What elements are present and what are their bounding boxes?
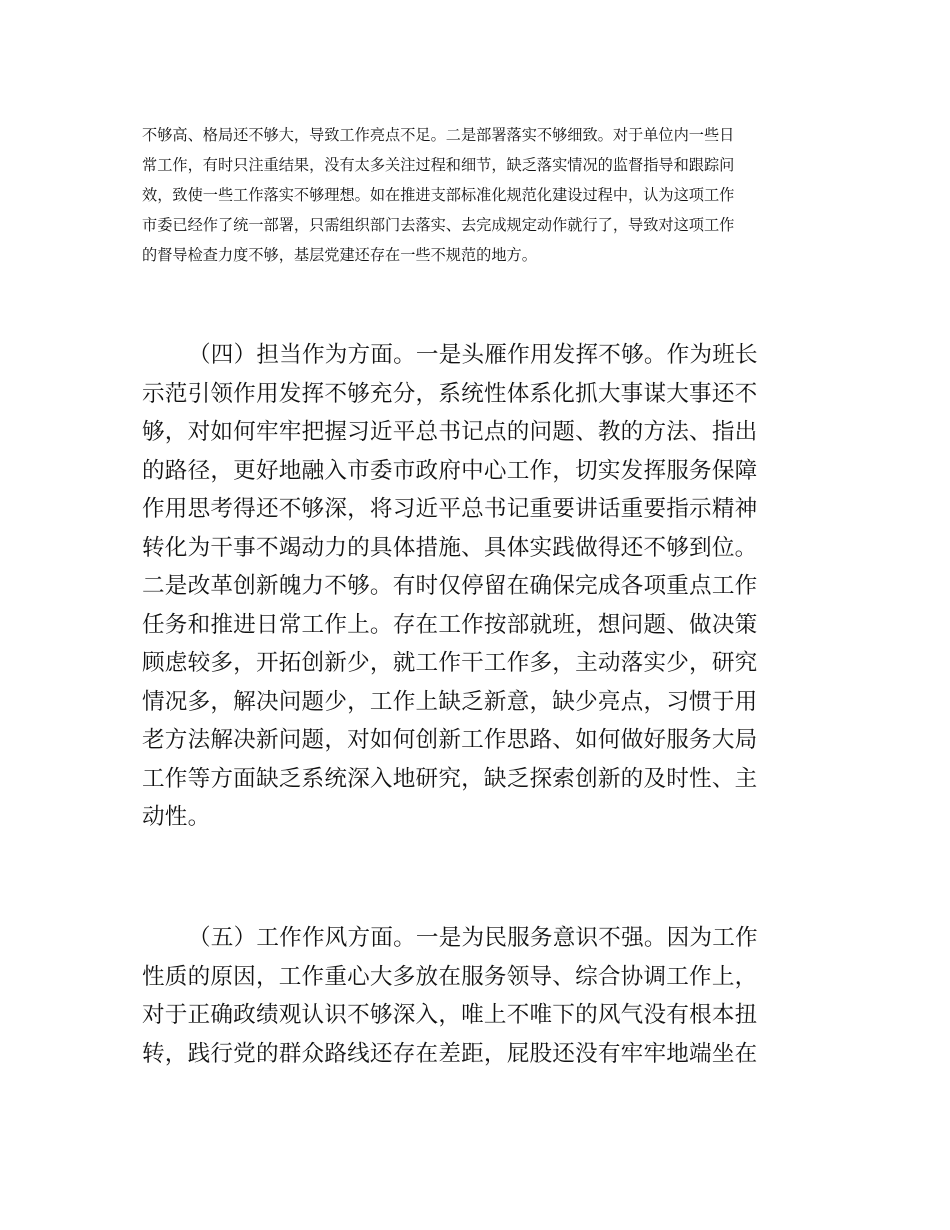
text-line: 工作等方面缺乏系统深入地研究，缺乏探索创新的及时性、主: [142, 765, 758, 792]
text-line: 对于正确政绩观认识不够深入，唯上不唯下的风气没有根本扭: [142, 1002, 758, 1028]
text-line: 示范引领作用发挥不够充分，系统性体系化抓大事谋大事还不: [142, 380, 758, 407]
text-line: 作用思考得还不够深，将习近平总书记重要讲话重要指示精神: [142, 496, 758, 522]
paragraph-first-line: （四）担当作为方面。一是头雁作用发挥不够。作为班长: [188, 342, 758, 368]
text-line: 顾虑较多，开拓创新少，就工作干工作多，主动落实少，研究: [142, 650, 758, 676]
text-line: 不够高、格局还不够大，导致工作亮点不足。二是部署落实不够细致。对于单位内一些日: [142, 126, 735, 144]
text-line: 动性。: [142, 804, 211, 830]
text-line: 情况多，解决问题少，工作上缺乏新意，缺少亮点，习惯于用: [142, 688, 758, 715]
paragraph-first-line: （五）工作作风方面。一是为民服务意识不强。因为工作: [188, 925, 758, 951]
text-line: 转化为干事不竭动力的具体措施、具体实践做得还不够到位。: [142, 534, 758, 561]
text-line: 的督导检查力度不够，基层党建还存在一些不规范的地方。: [142, 246, 537, 264]
text-line: 老方法解决新问题，对如何创新工作思路、如何做好服务大局: [142, 727, 758, 753]
text-line: 任务和推进日常工作上。存在工作按部就班，想问题、做决策: [142, 611, 758, 638]
text-line: 的路径，更好地融入市委市政府中心工作，切实发挥服务保障: [142, 457, 758, 484]
text-line: 二是改革创新魄力不够。有时仅停留在确保完成各项重点工作: [142, 573, 758, 599]
text-line: 够，对如何牢牢把握习近平总书记点的问题、教的方法、指出: [142, 419, 758, 445]
text-line: 性质的原因，工作重心大多放在服务领导、综合协调工作上，: [142, 963, 758, 990]
text-line: 转，践行党的群众路线还存在差距，屁股还没有牢牢地端坐在: [142, 1040, 758, 1067]
text-line: 市委已经作了统一部署，只需组织部门去落实、去完成规定动作就行了，导致对这项工作: [142, 216, 735, 234]
continuation-paragraph: [142, 120, 812, 270]
text-line: 常工作，有时只注重结果，没有太多关注过程和细节，缺乏落实情况的监督指导和跟踪问: [142, 156, 735, 174]
text-line: 效，致使一些工作落实不够理想。如在推进支部标准化规范化建设过程中，认为这项工作: [142, 186, 735, 204]
section-five-paragraph: [142, 919, 814, 1073]
section-four-paragraph: [142, 336, 814, 837]
